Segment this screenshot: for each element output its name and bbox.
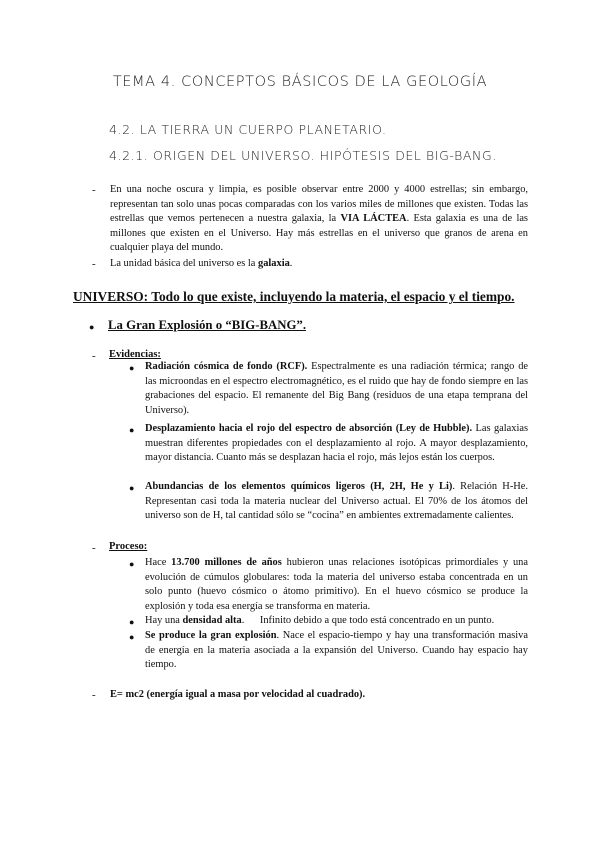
- formula-line: E= mc2 (energía igual a masa por velocidad al cuadrado).: [110, 689, 366, 700]
- subsection-subtitle: 4.2.1. ORIGEN DEL UNIVERSO. HIPÓTESIS DEL BIG-BANG.: [109, 148, 497, 163]
- evidence-item: [145, 360, 528, 418]
- page-title: TEMA 4. CONCEPTOS BÁSICOS DE LA GEOLOGÍA: [112, 74, 488, 90]
- evidence-item: [145, 480, 528, 524]
- intro-text: La unidad básica del universo es la: [110, 258, 259, 269]
- evidence-item: [145, 422, 528, 466]
- evidencias-label: Evidencias:: [109, 349, 161, 360]
- evidence-text: . Relación H-He. Representan casi toda la materia nuclear del Universo actual. El 70% de los átomos del universo son de H, tal cantidad sólo se “cocina” en ambientes extremadamente calientes.: [145, 481, 528, 522]
- intro-text: En una noche oscura y limpia, es posible observar entre 2000 y 4000 estrellas; sin embargo, representan tan solo unas pocas comparadas con los varios miles de millones que existen. Todas las estrellas que vemos pertenecen a nuestra galaxia, la: [110, 184, 528, 225]
- process-text: . Nace el espacio-tiempo y hay una transformación masiva de energía en la materia asociada a la expansión del Universo. Cuando hay espacio hay tiempo.: [145, 630, 528, 671]
- dash-marker: -: [92, 689, 96, 701]
- process-text: . Infinito debido a que todo está concentrado en un punto.: [241, 615, 495, 626]
- process-text: Hace: [145, 557, 172, 568]
- evidence-text: Las galaxias muestran diferentes propiedades con el desplazamiento al rojo. A mayor desplazamiento, mayor distancia. Cuanto más se desplazan hacia el rojo, más lejos están los cuerpos.: [145, 423, 528, 464]
- process-emphasis: Se produce la gran explosión: [145, 630, 277, 641]
- process-emphasis: 13.700 millones de años: [171, 557, 282, 568]
- process-item: [145, 556, 528, 614]
- bullet-marker: ●: [89, 322, 95, 332]
- evidence-text: Espectralmente es una radiación térmica; rango de las microondas en el espectro electromagnético, es el ruido que hay de fondo siempre en las grabaciones del espacio. El remanente del Big Bang (residuos de una etapa temprana del Universo).: [145, 361, 529, 416]
- bullet-marker: ●: [129, 483, 135, 493]
- process-item: [145, 629, 528, 673]
- bullet-marker: ●: [129, 632, 135, 642]
- bullet-marker: ●: [129, 363, 135, 373]
- big-bang-heading: La Gran Explosión o “BIG-BANG”.: [108, 318, 307, 332]
- intro-text: .: [289, 258, 293, 269]
- proceso-label: Proceso:: [109, 541, 148, 552]
- universe-heading: UNIVERSO: Todo lo que existe, incluyendo la materia, el espacio y el tiempo.: [73, 289, 515, 304]
- process-emphasis: densidad alta: [182, 615, 242, 626]
- bullet-marker: ●: [129, 617, 135, 627]
- intro-emphasis: galaxia: [258, 258, 290, 269]
- evidence-title: Abundancias de los elementos químicos ligeros (H, 2H, He y Li): [145, 481, 453, 492]
- dash-marker: -: [92, 542, 96, 554]
- section-subtitle: 4.2. LA TIERRA UN CUERPO PLANETARIO.: [109, 122, 387, 137]
- intro-paragraph: [110, 183, 528, 256]
- process-text: hubieron unas relaciones isotópicas primordiales y una evolución de cúmulos globulares: toda la materia del universo estaba concentrada en un solo punto (huevo cósmico o átomo primitivo). En el huevo cósmico se produce la explosión y toda esa energía se transforma en materia.: [145, 557, 528, 612]
- intro-text: . Esta galaxia es una de las millones que existen en el Universo. Hay más estrellas en el universo que granos de arena en cualquier playa del mundo.: [110, 213, 528, 254]
- process-item: [145, 614, 528, 629]
- intro-emphasis: VIA LÁCTEA: [340, 213, 407, 225]
- evidence-title: Radiación cósmica de fondo (RCF).: [145, 361, 308, 372]
- dash-marker: -: [92, 350, 96, 362]
- bullet-marker: ●: [129, 559, 135, 569]
- dash-marker: -: [92, 184, 96, 196]
- evidence-title: Desplazamiento hacia el rojo del espectro de absorción (Ley de Hubble).: [145, 423, 473, 434]
- process-text: Hay una: [145, 615, 183, 626]
- dash-marker: -: [92, 258, 96, 270]
- bullet-marker: ●: [129, 425, 135, 435]
- intro-paragraph: [110, 257, 528, 272]
